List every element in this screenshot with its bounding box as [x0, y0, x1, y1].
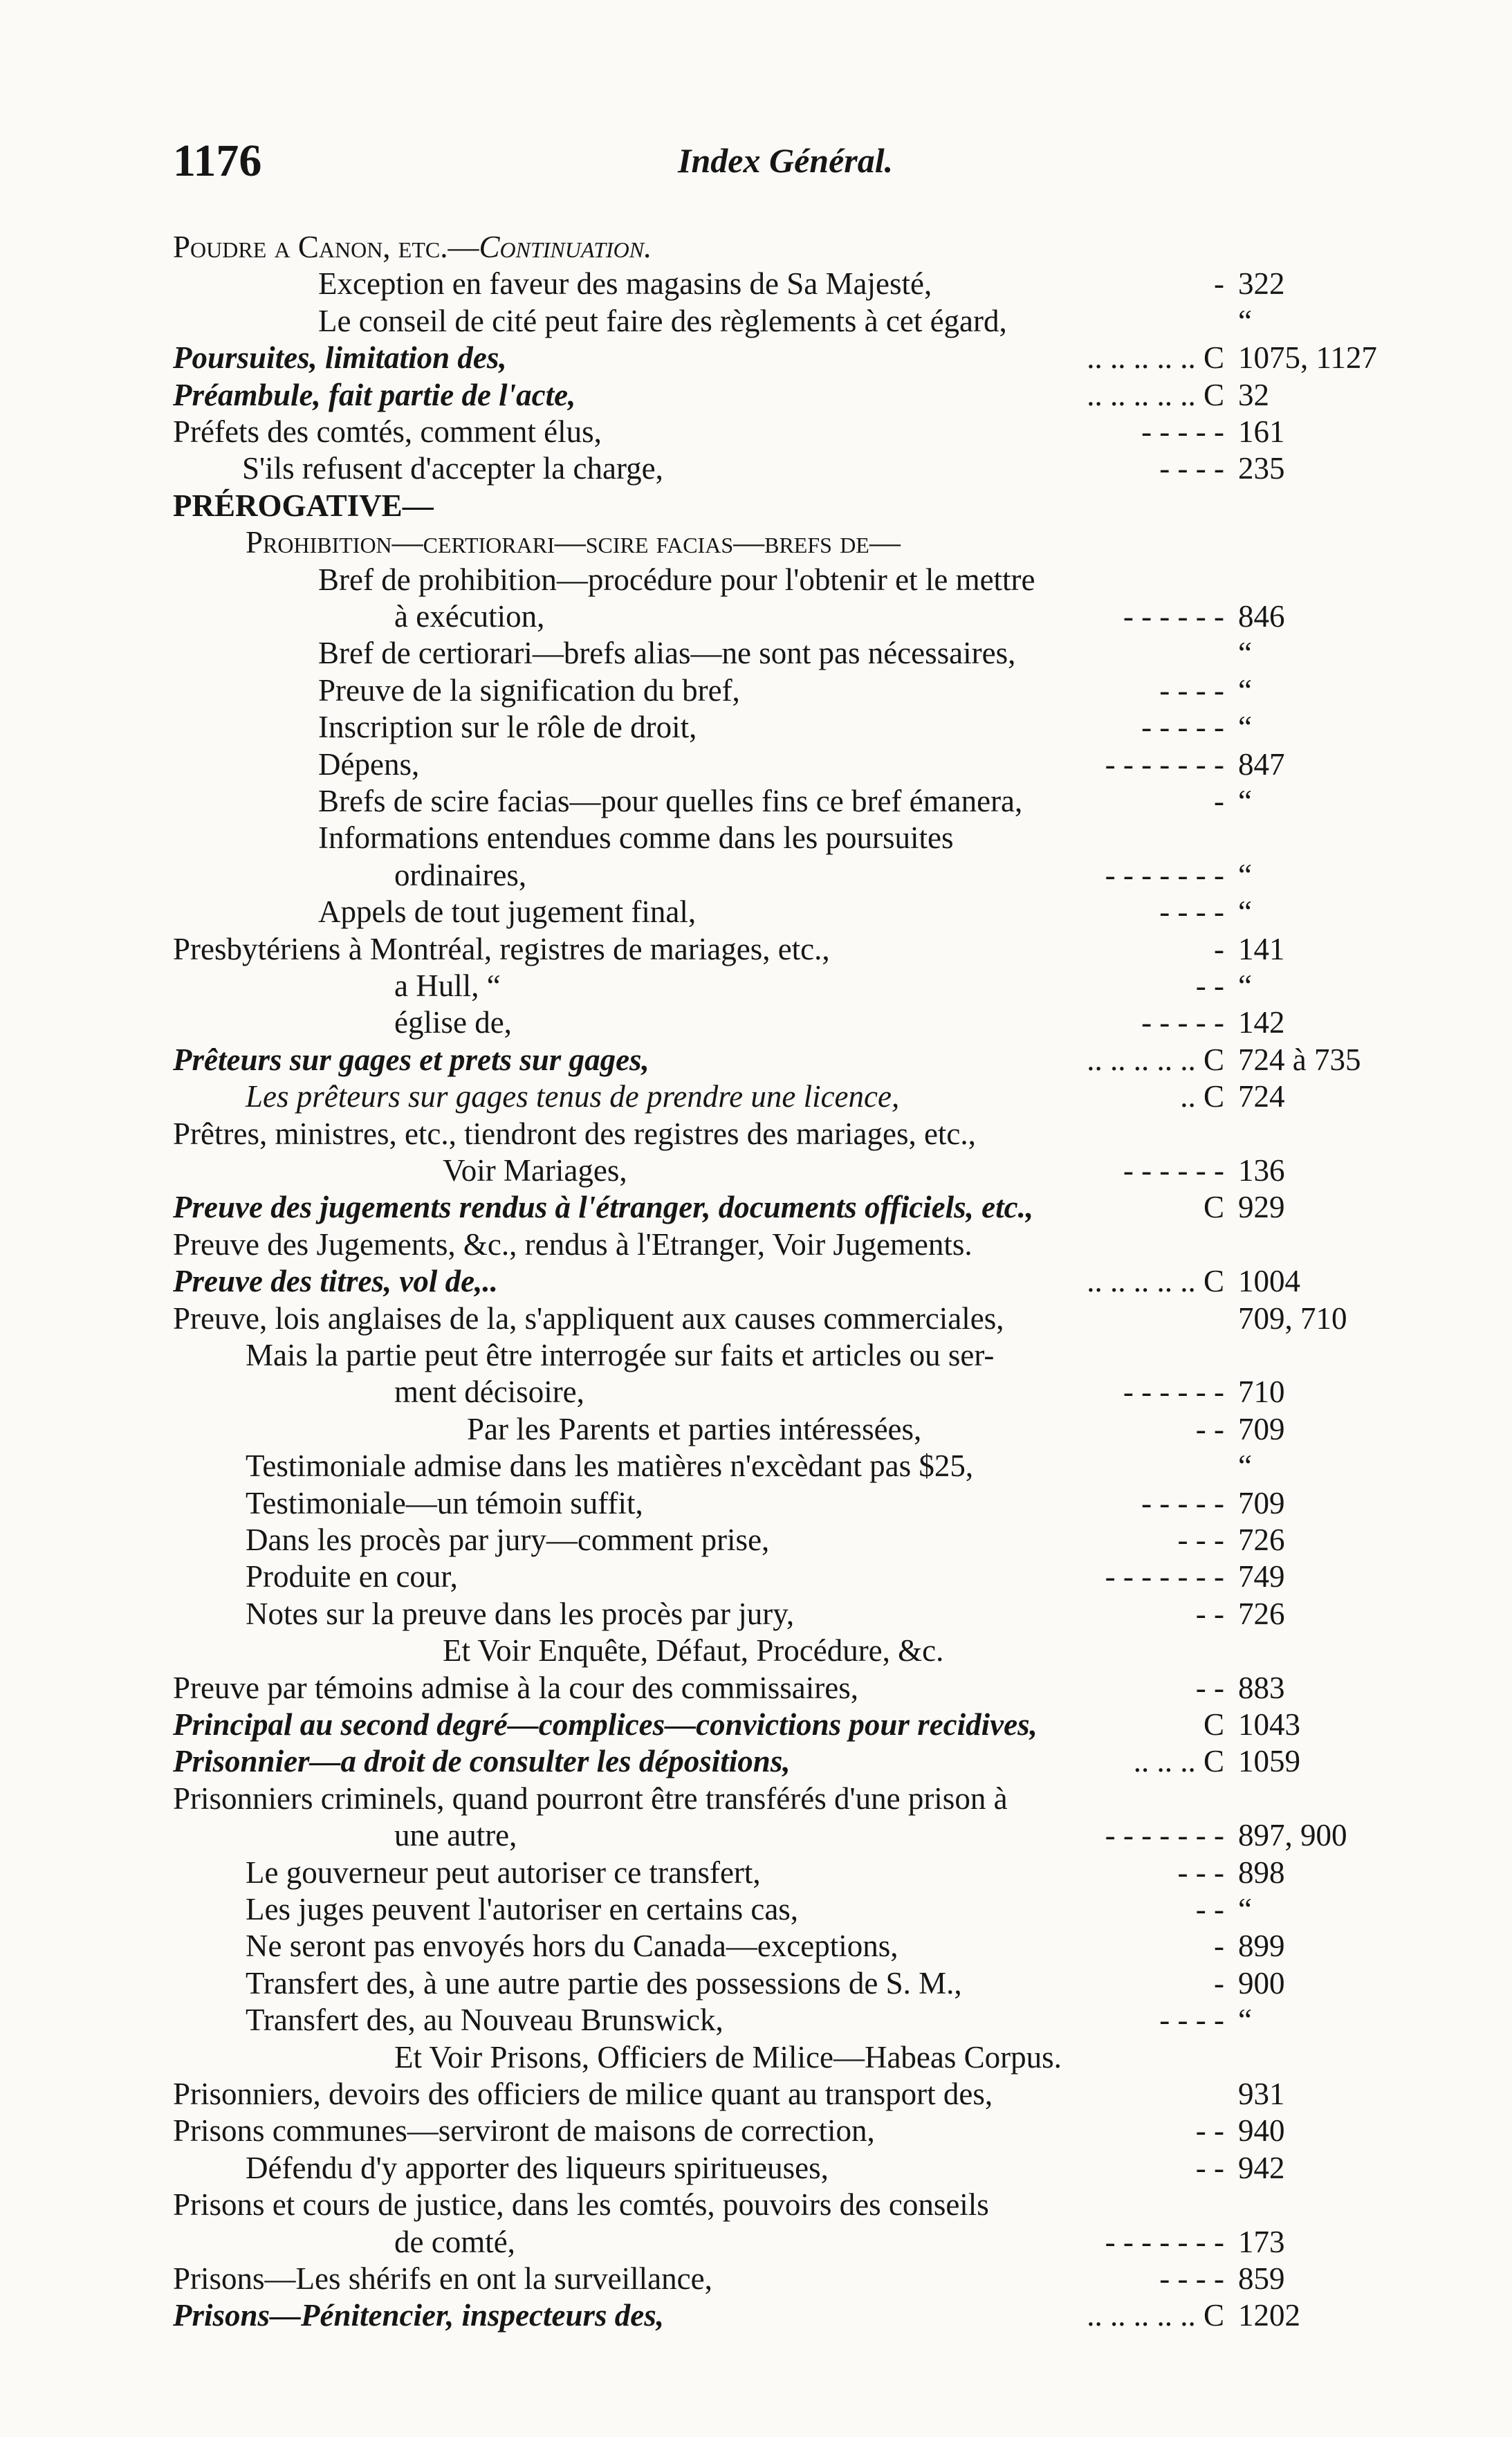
index-entry [0, 561, 1512, 598]
entry-text: ment décisoire, [394, 1374, 584, 1410]
index-entry [0, 1854, 1512, 1891]
entry-leader: - - [1195, 1892, 1224, 1926]
index-entry [0, 2186, 1512, 2223]
entry-text: Le gouverneur peut autoriser ce transfert, [246, 1855, 761, 1890]
entry-text: de comté, [394, 2224, 515, 2259]
index-entry [0, 1410, 1512, 1448]
entry-leader: .. .. .. .. .. C [1087, 2298, 1224, 2333]
entry-text: Préfets des comtés, comment élus, [173, 414, 602, 449]
index-entry [0, 302, 1512, 340]
entry-text: Preuve, lois anglaises de la, s'appliquent aux causes commerciales, [173, 1300, 1004, 1336]
entry-text: Mais la partie peut être interrogée sur faits et articles ou ser- [246, 1338, 995, 1372]
entry-text: Prêteurs sur gages et prets sur gages, [173, 1042, 649, 1077]
entry-page-reference: 1202 [1238, 2298, 1300, 2333]
entry-text: Et Voir Prisons, Officiers de Milice—Habeas Corpus. [394, 2039, 1062, 2075]
entry-page-reference: “ [1238, 2003, 1252, 2038]
index-entry [0, 1780, 1512, 1817]
index-entry [0, 2297, 1512, 2334]
entry-leader: .. .. .. .. .. C [1087, 377, 1224, 412]
entry-page-reference: 136 [1238, 1153, 1285, 1188]
entry-page-reference: 726 [1238, 1523, 1285, 1557]
index-entry [0, 339, 1512, 376]
index-entry [0, 1078, 1512, 1115]
entry-page-reference: 726 [1238, 1596, 1285, 1631]
entry-text: Transfert des, à une autre partie des possessions de S. M., [246, 1965, 962, 2001]
entry-text: S'ils refusent d'accepter la charge, [242, 451, 663, 486]
entry-leader: - - - - - - [1123, 1374, 1224, 1410]
index-entry [0, 1742, 1512, 1780]
entry-page-reference: 929 [1238, 1190, 1285, 1225]
entry-leader: .. .. .. .. .. C [1087, 340, 1224, 376]
entry-page-reference: “ [1238, 303, 1252, 338]
entry-leader: - - - [1177, 1523, 1224, 1557]
index-entry [0, 967, 1512, 1004]
entry-text: Testimoniale—un témoin suffit, [246, 1485, 643, 1520]
index-entry [0, 2112, 1512, 2149]
entry-page-reference: 940 [1238, 2113, 1285, 2149]
entry-page-reference: 749 [1238, 1559, 1285, 1594]
entry-text: Poursuites, limitation des, [173, 340, 507, 376]
entry-page-reference: 1004 [1238, 1264, 1300, 1299]
index-entry [0, 819, 1512, 856]
entry-text: Poudre a Canon, etc.—Continuation. [173, 230, 652, 264]
entry-leader: - - - - - - - [1105, 746, 1224, 782]
entry-leader: - - - - - - [1123, 1153, 1224, 1188]
entry-leader: - - - - - - [1123, 599, 1224, 634]
entry-text: Prisonniers criminels, quand pourront être transférés d'une prison à [173, 1781, 1008, 1816]
entry-page-reference: “ [1238, 636, 1252, 671]
index-entry [0, 1558, 1512, 1595]
entry-leader: - - - - [1159, 894, 1224, 930]
entry-page-reference: 846 [1238, 599, 1285, 634]
entry-text: Voir Mariages, [443, 1153, 627, 1188]
index-entry [0, 1669, 1512, 1707]
entry-text: Bref de certiorari—brefs alias—ne sont pas nécessaires, [318, 636, 1016, 671]
running-title: Index Général. [678, 141, 894, 180]
entry-text: Préambule, fait partie de l'acte, [173, 377, 576, 412]
entry-page-reference: “ [1238, 894, 1252, 930]
entry-page-reference: “ [1238, 784, 1252, 818]
entry-text: Preuve des titres, vol de,.. [173, 1264, 498, 1299]
entry-text: Bref de prohibition—procédure pour l'obtenir et le mettre [318, 562, 1035, 597]
index-entry [0, 1484, 1512, 1522]
entry-page-reference: 898 [1238, 1855, 1285, 1890]
entry-text: une autre, [394, 1818, 517, 1853]
entry-leader: C [1203, 1190, 1224, 1225]
entry-page-reference: “ [1238, 1449, 1252, 1484]
entry-text: ordinaires, [394, 857, 527, 892]
entry-leader: - - [1195, 2150, 1224, 2185]
entry-leader: - - [1195, 1596, 1224, 1631]
index-entry [0, 1004, 1512, 1041]
entry-page-reference: 141 [1238, 931, 1285, 966]
entry-page-reference: 709 [1238, 1485, 1285, 1520]
entry-leader: - - - - [1159, 451, 1224, 486]
entry-page-reference: 173 [1238, 2224, 1285, 2259]
entry-text: Preuve des jugements rendus à l'étranger, documents officiels, etc., [173, 1190, 1034, 1225]
entry-page-reference: “ [1238, 857, 1252, 892]
index-entry [0, 1927, 1512, 1965]
entry-page-reference: 709, 710 [1238, 1300, 1347, 1336]
entry-page-reference: “ [1238, 968, 1252, 1003]
entry-text: a Hull, “ [394, 968, 501, 1003]
entry-page-reference: 142 [1238, 1005, 1285, 1040]
entry-text: Preuve de la signification du bref, [318, 672, 740, 708]
entry-page-reference: 899 [1238, 1929, 1285, 1964]
index-entry [0, 487, 1512, 524]
index-entry [0, 598, 1512, 635]
entry-page-reference: 32 [1238, 377, 1269, 412]
entry-text: Défendu d'y apporter des liqueurs spiritueuses, [246, 2150, 829, 2185]
entry-leader: - - - - - [1141, 414, 1224, 449]
index-entry [0, 746, 1512, 783]
entry-page-reference: 1075, 1127 [1238, 340, 1377, 376]
index-entry [0, 524, 1512, 561]
entry-text: Informations entendues comme dans les poursuites [318, 820, 954, 856]
entry-page-reference: 322 [1238, 266, 1285, 302]
entry-continuation: Continuation. [479, 230, 652, 264]
entry-leader: - [1214, 784, 1224, 818]
entry-leader: .. .. .. .. .. C [1087, 1264, 1224, 1299]
entry-page-reference: “ [1238, 672, 1252, 708]
index-entry [0, 376, 1512, 414]
index-entry [0, 1336, 1512, 1374]
entry-text: Prisons et cours de justice, dans les comtés, pouvoirs des conseils [173, 2187, 989, 2223]
index-entry [0, 2223, 1512, 2261]
entry-text: Exception en faveur des magasins de Sa Majesté, [318, 266, 932, 302]
entry-leader: - - - - - - - [1105, 1818, 1224, 1853]
entry-text: Presbytériens à Montréal, registres de mariages, etc., [173, 931, 830, 966]
entry-page-reference: 883 [1238, 1670, 1285, 1705]
index-entry [0, 1521, 1512, 1558]
entry-leader: - [1214, 931, 1224, 966]
entry-page-reference: 847 [1238, 746, 1285, 782]
entry-page-reference: 1059 [1238, 1744, 1300, 1779]
entry-text: Prisonnier—a droit de consulter les dépositions, [173, 1744, 791, 1779]
entry-leader: - - - - - [1141, 1485, 1224, 1520]
index-entry [0, 708, 1512, 746]
entry-leader: - - - [1177, 1855, 1224, 1890]
entry-page-reference: 900 [1238, 1965, 1285, 2001]
entry-page-reference: “ [1238, 710, 1252, 745]
entry-text: PRÉROGATIVE— [173, 488, 434, 523]
entry-text: Les juges peuvent l'autoriser en certains cas, [246, 1892, 799, 1926]
entry-text: Et Voir Enquête, Défaut, Procédure, &c. [443, 1633, 944, 1668]
index-entry [0, 1706, 1512, 1743]
entry-leader: .. .. .. C [1133, 1744, 1224, 1779]
entry-text: Prisons—Les shérifs en ont la surveillance, [173, 2261, 712, 2296]
entry-text: Prisons communes—serviront de maisons de correction, [173, 2113, 875, 2149]
entry-page-reference: 897, 900 [1238, 1818, 1347, 1853]
index-entry [0, 1447, 1512, 1484]
entry-text: Testimoniale admise dans les matières n'excèdant pas $25, [246, 1449, 974, 1484]
entry-leader: - - - - - - - [1105, 1559, 1224, 1594]
entry-text: Preuve des Jugements, &c., rendus à l'Etranger, Voir Jugements. [173, 1226, 972, 1262]
entry-text: Preuve par témoins admise à la cour des commissaires, [173, 1670, 858, 1705]
entry-page-reference: 724 à 735 [1238, 1042, 1361, 1077]
entry-leader: - - - - - - - [1105, 857, 1224, 892]
entry-text: Prohibition—certiorari—scire facias—brefs de— [246, 525, 901, 560]
entry-leader: - - [1195, 1670, 1224, 1705]
entry-page-reference: 709 [1238, 1411, 1285, 1446]
index-entry [0, 672, 1512, 709]
entry-leader: - - [1195, 968, 1224, 1003]
entry-leader: - - [1195, 1411, 1224, 1446]
entry-text: Prisons—Pénitencier, inspecteurs des, [173, 2298, 665, 2333]
entry-leader: - - [1195, 2113, 1224, 2149]
index-entry [0, 1891, 1512, 1928]
entry-leader: - - - - - - - [1105, 2224, 1224, 2259]
index-entry [0, 1262, 1512, 1300]
index-entry [0, 1300, 1512, 1337]
entry-leader: - - - - [1159, 2261, 1224, 2296]
index-entry [0, 1188, 1512, 1226]
index-entry [0, 1632, 1512, 1669]
index-entry [0, 2260, 1512, 2297]
index-entry [0, 1595, 1512, 1633]
entry-text: Ne seront pas envoyés hors du Canada—exceptions, [246, 1929, 898, 1964]
index-entry [0, 265, 1512, 302]
index-entry [0, 634, 1512, 672]
entry-page-reference: 710 [1238, 1374, 1285, 1410]
index-entry [0, 1041, 1512, 1078]
entry-leader: - [1214, 1965, 1224, 2001]
entry-leader: .. .. .. .. .. C [1087, 1042, 1224, 1077]
entry-page-reference: 161 [1238, 414, 1285, 449]
entry-page-reference: 1043 [1238, 1707, 1300, 1742]
entry-text: Appels de tout jugement final, [318, 894, 697, 930]
index-entry [0, 2149, 1512, 2187]
index-entry [0, 930, 1512, 968]
page-number: 1176 [173, 136, 262, 186]
entry-leader: - - - - - [1141, 1005, 1224, 1040]
index-entry [0, 1115, 1512, 1152]
entry-text: Les prêteurs sur gages tenus de prendre une licence, [246, 1079, 900, 1114]
entry-leader: - - - - - [1141, 710, 1224, 745]
entry-text: Notes sur la preuve dans les procès par jury, [246, 1596, 795, 1631]
index-entry [0, 856, 1512, 894]
entry-leader: - [1214, 266, 1224, 302]
entry-text: Transfert des, au Nouveau Brunswick, [246, 2003, 723, 2038]
index-entry [0, 1226, 1512, 1263]
entry-leader: .. C [1180, 1079, 1224, 1114]
entry-text: Principal au second degré—complices—convictions pour recidives, [173, 1707, 1038, 1742]
index-entry [0, 1373, 1512, 1410]
index-entry [0, 413, 1512, 450]
entry-text: Dans les procès par jury—comment prise, [246, 1523, 770, 1557]
index-entry [0, 450, 1512, 487]
entry-page-reference: 942 [1238, 2150, 1285, 2185]
entry-text: église de, [394, 1005, 512, 1040]
entry-page-reference: 931 [1238, 2077, 1285, 2111]
entry-leader: - - - - [1159, 2003, 1224, 2038]
entry-page-reference: 859 [1238, 2261, 1285, 2296]
entry-page-reference: 724 [1238, 1079, 1285, 1114]
index-entry [0, 2039, 1512, 2076]
index-entry [0, 228, 1512, 266]
index-entry [0, 782, 1512, 820]
index-entry [0, 1152, 1512, 1189]
index-entry [0, 1965, 1512, 2002]
index-entry [0, 1817, 1512, 1854]
entry-text: Prisonniers, devoirs des officiers de milice quant au transport des, [173, 2077, 993, 2111]
entry-leader: - [1214, 1929, 1224, 1964]
entry-page-reference: 235 [1238, 451, 1285, 486]
entry-page-reference: “ [1238, 1892, 1252, 1926]
entry-text: Prêtres, ministres, etc., tiendront des registres des mariages, etc., [173, 1116, 976, 1151]
entry-text: Par les Parents et parties intéressées, [467, 1411, 922, 1446]
entry-leader: - - - - [1159, 672, 1224, 708]
page-header [173, 135, 1349, 197]
entry-text: Le conseil de cité peut faire des règlements à cet égard, [318, 303, 1007, 338]
index-entry [0, 2075, 1512, 2113]
entry-text: à exécution, [394, 599, 545, 634]
entry-text: Inscription sur le rôle de droit, [318, 710, 697, 745]
index-entry [0, 2001, 1512, 2039]
entry-leader: C [1203, 1707, 1224, 1742]
entry-text: Produite en cour, [246, 1559, 458, 1594]
entry-text: Brefs de scire facias—pour quelles fins ce bref émanera, [318, 784, 1023, 818]
entry-text: Dépens, [318, 746, 420, 782]
index-entry [0, 893, 1512, 930]
